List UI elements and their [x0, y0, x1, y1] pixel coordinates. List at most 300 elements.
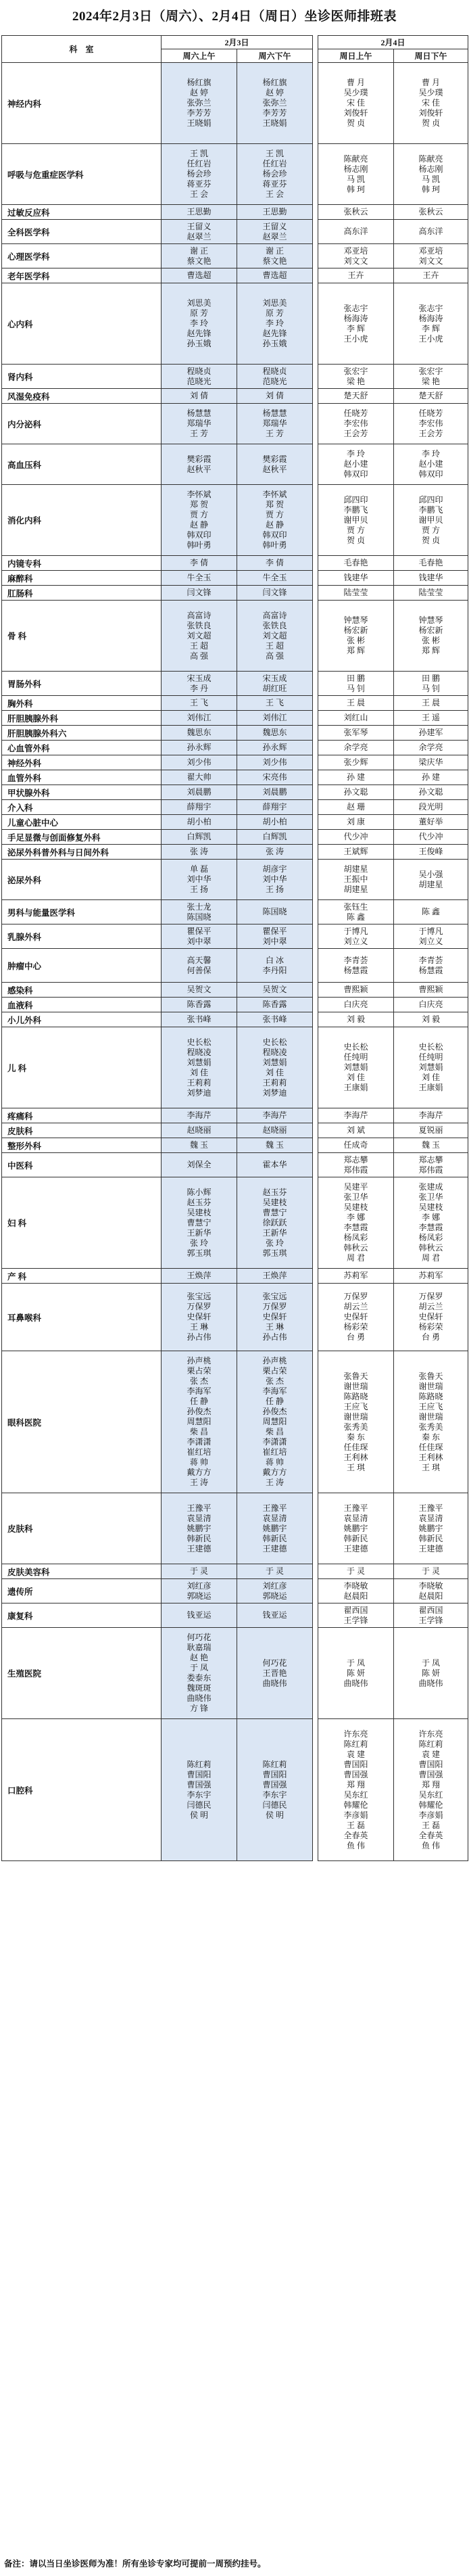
- gap-cell: [313, 845, 318, 860]
- doctor-name: 李海芹: [187, 1110, 212, 1120]
- doctor-name: 袁 建: [347, 1749, 366, 1759]
- sun-pm-cell: [394, 1628, 468, 1719]
- sun-pm-cell: [394, 1351, 468, 1493]
- doctor-name: 张宝远: [187, 1292, 212, 1301]
- sat-pm-cell: [237, 1351, 313, 1493]
- doctor-name: 苏莉军: [343, 1271, 368, 1280]
- sat-am-cell: [162, 1603, 237, 1628]
- doctor-name: 王 会: [266, 189, 285, 199]
- doctor-name: 娄泰东: [187, 1673, 212, 1683]
- doctor-name: 张钰生: [343, 901, 368, 912]
- doctor-name: 于 灵: [189, 1566, 208, 1576]
- doctor-name: 陈红莉: [343, 1739, 368, 1749]
- doctor-name: 陈献亮: [343, 154, 368, 164]
- gap-cell: [313, 63, 318, 144]
- doctor-name: 谢世瑞: [343, 1411, 368, 1422]
- doctor-name: 翟西国: [418, 1605, 443, 1615]
- doctor-name: 王会芳: [343, 429, 368, 438]
- dept-name: 风湿免疫科: [2, 389, 162, 404]
- gap-cell: [313, 404, 318, 444]
- dept-row: [2, 205, 468, 220]
- dept-name: 皮肤科: [2, 1123, 162, 1138]
- doctor-name: 胡建星: [343, 864, 368, 874]
- doctor-name: 宋亮伟: [262, 772, 287, 782]
- sat-pm-cell: [237, 1012, 313, 1027]
- doctor-name: 张秀美: [343, 1422, 368, 1432]
- doctor-name: 曹国阳: [418, 1759, 443, 1769]
- doctor-name: 李彦娟: [418, 1810, 443, 1820]
- doctor-name: 王 超: [189, 640, 208, 651]
- dept-name: 肝胆胰腺外科六: [2, 726, 162, 741]
- sat-am-cell: [162, 144, 237, 205]
- sat-am-cell: [162, 205, 237, 220]
- gap-cell: [313, 900, 318, 924]
- sun-am-cell: [318, 696, 394, 711]
- doctor-name: 孙占伟: [262, 1332, 287, 1342]
- dept-row: [2, 1269, 468, 1284]
- sat-pm-cell: [237, 556, 313, 571]
- gap-cell: [313, 696, 318, 711]
- dept-name: 男科与能量医学科: [2, 900, 162, 924]
- doctor-name: 韩 珂: [422, 184, 441, 194]
- doctor-name: 白辉凯: [187, 832, 212, 841]
- doctor-name: 刘红山: [343, 713, 368, 722]
- doctor-name: 刘晨鹏: [187, 787, 212, 797]
- doctor-name: 高富诗: [187, 610, 212, 620]
- doctor-name: 耿嘉瑞: [187, 1643, 212, 1652]
- doctor-name: 曹选超: [187, 271, 212, 280]
- doctor-name: 梁 艳: [347, 376, 366, 386]
- sun-am-cell: [318, 571, 394, 586]
- dept-row: [2, 860, 468, 900]
- doctor-name: 韩新民: [418, 1533, 443, 1543]
- doctor-name: 张秀美: [418, 1422, 443, 1432]
- doctor-name: 刘立义: [418, 936, 443, 946]
- dept-row: [2, 696, 468, 711]
- doctor-name: 王利林: [343, 1452, 368, 1462]
- sun-pm-cell: [394, 404, 468, 444]
- doctor-name: 韩秋云: [343, 1243, 368, 1252]
- sun-am-cell: [318, 268, 394, 283]
- doctor-name: 史长松: [262, 1037, 287, 1047]
- sat-am-cell: [162, 672, 237, 696]
- doctor-name: 段光明: [418, 802, 443, 812]
- doctor-name: 贾 方: [347, 525, 366, 535]
- sun-am-cell: [318, 1138, 394, 1153]
- doctor-name: 高富诗: [262, 610, 287, 620]
- doctor-name: 万保罗: [187, 1302, 212, 1311]
- sat-am-cell: [162, 1564, 237, 1579]
- sat-am-cell: [162, 485, 237, 556]
- doctor-name: 孙声桃: [187, 1356, 212, 1365]
- dept-name: 耳鼻喉科: [2, 1284, 162, 1351]
- doctor-name: 苏莉军: [418, 1271, 443, 1280]
- gap-cell: [313, 1153, 318, 1177]
- sun-pm-cell: [394, 1269, 468, 1284]
- sun-pm-cell: [394, 1108, 468, 1123]
- sat-pm-cell: [237, 711, 313, 726]
- dept-name: 全科医学科: [2, 220, 162, 244]
- doctor-name: 陈献亮: [418, 154, 443, 164]
- sat-am-cell: [162, 983, 237, 998]
- doctor-name: 方 锋: [189, 1704, 208, 1713]
- sun-am-cell: [318, 711, 394, 726]
- sat-pm-cell: [237, 144, 313, 205]
- sun-am-cell: [318, 1351, 394, 1493]
- doctor-name: 王豫平: [187, 1503, 212, 1513]
- doctor-name: 王小虎: [343, 333, 368, 344]
- sun-pm-cell: [394, 924, 468, 949]
- sat-am-cell: [162, 268, 237, 283]
- sun-pm-cell: [394, 389, 468, 404]
- doctor-name: 王学锋: [343, 1615, 368, 1625]
- doctor-name: 陈国晓: [262, 907, 287, 916]
- doctor-name: 赵先锋: [262, 329, 287, 338]
- doctor-name: 孙 建: [422, 772, 441, 782]
- doctor-name: 李宏伟: [418, 419, 443, 428]
- sun-pm-cell: [394, 696, 468, 711]
- sun-pm-cell: [394, 1177, 468, 1269]
- gap-cell: [313, 1138, 318, 1153]
- doctor-name: 孙 建: [347, 772, 366, 782]
- sat-pm-cell: [237, 755, 313, 770]
- doctor-name: 陈红莉: [262, 1759, 287, 1769]
- gap-cell: [313, 815, 318, 830]
- doctor-name: 任佳琛: [343, 1442, 368, 1452]
- sun-pm-cell: [394, 1719, 468, 1861]
- sun-pm-cell: [394, 1153, 468, 1177]
- doctor-name: 瞿保平: [187, 926, 212, 936]
- doctor-name: 单 磊: [189, 864, 208, 874]
- footer-note: 备注：请以当日坐诊医师为准！所有坐诊专家均可提前一周预约挂号。: [4, 2559, 266, 2569]
- doctor-name: 马 钊: [422, 683, 441, 693]
- sat-pm-cell: [237, 1628, 313, 1719]
- doctor-name: 高 强: [266, 651, 285, 661]
- doctor-name: 钱建华: [418, 573, 443, 582]
- sat-am-cell: [162, 1719, 237, 1861]
- sat-am-cell: [162, 949, 237, 983]
- doctor-name: 张宝远: [262, 1292, 287, 1301]
- doctor-name: 刘慧娟: [262, 1057, 287, 1067]
- doctor-name: 王康娟: [418, 1083, 443, 1092]
- doctor-name: 王 涛: [266, 1478, 285, 1487]
- doctor-name: 曲晓伟: [418, 1678, 443, 1688]
- doctor-name: 刘思美: [262, 298, 287, 308]
- dept-row: [2, 63, 468, 144]
- sun-am-cell: [318, 800, 394, 815]
- gap-cell: [313, 949, 318, 983]
- doctor-name: 韩新民: [343, 1533, 368, 1543]
- sat-pm-cell: [237, 924, 313, 949]
- doctor-name: 何善保: [187, 965, 212, 975]
- doctor-name: 李晓敏: [343, 1580, 368, 1591]
- doctor-name: 郭晓运: [187, 1591, 212, 1601]
- dept-row: [2, 998, 468, 1012]
- doctor-name: 史保轩: [187, 1312, 212, 1321]
- doctor-name: 王应飞: [418, 1401, 443, 1411]
- sat-date-header: 2月3日: [162, 36, 313, 49]
- doctor-name: 闫德民: [187, 1800, 212, 1810]
- doctor-name: 白 冰: [266, 955, 285, 965]
- doctor-name: 赵 静: [266, 520, 285, 530]
- doctor-name: 李 倩: [189, 558, 208, 567]
- doctor-name: 赵小建: [343, 459, 368, 469]
- sat-pm-cell: [237, 860, 313, 900]
- doctor-name: 张弥兰: [262, 98, 287, 108]
- doctor-name: 王建德: [418, 1543, 443, 1553]
- doctor-name: 刘中翠: [262, 936, 287, 946]
- dept-name: 肿瘤中心: [2, 949, 162, 983]
- sun-am-cell: [318, 672, 394, 696]
- doctor-name: 王晓娟: [262, 118, 287, 128]
- doctor-name: 李 丹: [189, 683, 208, 693]
- sun-pm-cell: [394, 1564, 468, 1579]
- gap-cell: [313, 444, 318, 485]
- doctor-name: 曹国阳: [262, 1769, 287, 1779]
- doctor-name: 曹熙颖: [343, 985, 368, 994]
- doctor-name: 赵 珊: [347, 802, 366, 812]
- dept-name: 心内科: [2, 283, 162, 365]
- sat-am-cell: [162, 1153, 237, 1177]
- gap-cell: [313, 924, 318, 949]
- dept-row: [2, 586, 468, 601]
- doctor-name: 程晓贞: [262, 366, 287, 376]
- doctor-name: 程晓贞: [187, 366, 212, 376]
- doctor-name: 刘 倩: [266, 391, 285, 400]
- doctor-name: 钱亚运: [187, 1610, 212, 1620]
- sat-am-cell: [162, 1027, 237, 1108]
- doctor-name: 刘 康: [347, 817, 366, 826]
- doctor-name: 王莉莉: [262, 1077, 287, 1087]
- sun-pm-cell: [394, 1579, 468, 1603]
- doctor-name: 任 静: [189, 1397, 208, 1406]
- gap-cell: [313, 860, 318, 900]
- doctor-name: 代少冲: [343, 832, 368, 841]
- doctor-name: 邓亚培: [418, 245, 443, 256]
- doctor-name: 赵秋平: [187, 464, 212, 474]
- doctor-name: 楚天舒: [418, 391, 443, 400]
- sun-am-cell: [318, 556, 394, 571]
- doctor-name: 代少冲: [418, 832, 443, 841]
- sun-am-cell: [318, 205, 394, 220]
- doctor-name: 杨海涛: [418, 313, 443, 323]
- doctor-name: 翟西国: [343, 1605, 368, 1615]
- doctor-name: 张铁良: [262, 620, 287, 630]
- doctor-name: 曲晓伟: [187, 1693, 212, 1703]
- doctor-name: 许东亮: [418, 1729, 443, 1739]
- doctor-name: 李 娜: [422, 1213, 441, 1222]
- dept-row: [2, 741, 468, 755]
- dept-row: [2, 711, 468, 726]
- sun-am-cell: [318, 1719, 394, 1861]
- sun-am-cell: [318, 1012, 394, 1027]
- doctor-name: 曹熙颖: [418, 985, 443, 994]
- sat-am-cell: [162, 389, 237, 404]
- doctor-name: 胡云兰: [418, 1302, 443, 1311]
- dept-row: [2, 1138, 468, 1153]
- doctor-name: 秦 东: [347, 1432, 366, 1442]
- dept-row: [2, 1719, 468, 1861]
- doctor-name: 郭玉琪: [262, 1248, 287, 1258]
- dept-name: 甲状腺外科: [2, 785, 162, 800]
- doctor-name: 贺 贞: [422, 118, 441, 128]
- doctor-name: 刘俊轩: [418, 108, 443, 118]
- doctor-name: 王新华: [187, 1227, 212, 1238]
- doctor-name: 贾 方: [266, 510, 285, 519]
- gap-cell: [313, 741, 318, 755]
- doctor-name: 郑瑞华: [187, 419, 212, 428]
- dept-name: 过敏反应科: [2, 205, 162, 220]
- doctor-name: 韩新民: [262, 1533, 287, 1543]
- doctor-name: 侯 明: [266, 1810, 285, 1820]
- doctor-name: 王应飞: [343, 1401, 368, 1411]
- gap-cell: [313, 830, 318, 845]
- sun-pm-cell: [394, 444, 468, 485]
- doctor-name: 史长松: [187, 1037, 212, 1047]
- doctor-name: 吴东红: [418, 1789, 443, 1800]
- doctor-name: 孙永辉: [262, 743, 287, 752]
- doctor-name: 刘慧娟: [343, 1062, 368, 1072]
- doctor-name: 陈 鑫: [422, 907, 441, 916]
- doctor-name: 杨慧慧: [262, 408, 287, 418]
- schedule-table: [1, 35, 468, 1861]
- sat-am-cell: [162, 601, 237, 672]
- doctor-name: 任纯明: [343, 1052, 368, 1062]
- sat-pm-cell: [237, 1719, 313, 1861]
- sat-am-cell: [162, 63, 237, 144]
- gap-cell: [313, 1351, 318, 1493]
- sun-am-cell: [318, 244, 394, 268]
- dept-name: 康复科: [2, 1603, 162, 1628]
- doctor-name: 赵晨阳: [418, 1591, 443, 1601]
- doctor-name: 刘 佳: [422, 1073, 441, 1082]
- sun-am-cell: [318, 601, 394, 672]
- doctor-name: 韩双印: [343, 469, 368, 479]
- doctor-name: 薛翔宇: [187, 802, 212, 812]
- doctor-name: 周 君: [422, 1253, 441, 1263]
- doctor-name: 孙玉娥: [187, 339, 212, 348]
- sat-pm-cell: [237, 1579, 313, 1603]
- gap-cell: [313, 1123, 318, 1138]
- doctor-name: 郑志攀: [343, 1154, 368, 1165]
- sun-am-cell: [318, 1177, 394, 1269]
- dept-row: [2, 815, 468, 830]
- dept-name: 血液科: [2, 998, 162, 1012]
- doctor-name: 张弥兰: [187, 98, 212, 108]
- doctor-name: 曹慧宁: [262, 1207, 287, 1217]
- dept-name: 生殖医院: [2, 1628, 162, 1719]
- doctor-name: 刘中华: [187, 874, 212, 884]
- sat-pm-cell: [237, 1284, 313, 1351]
- doctor-name: 史长松: [418, 1042, 443, 1052]
- doctor-name: 张 玲: [266, 1238, 285, 1248]
- doctor-name: 于 凤: [347, 1658, 366, 1668]
- doctor-name: 范晓光: [187, 376, 212, 386]
- doctor-name: 曲晓伟: [262, 1678, 287, 1688]
- doctor-name: 赵秋平: [262, 464, 287, 474]
- sun-pm-cell: [394, 770, 468, 785]
- doctor-name: 曹 月: [347, 78, 366, 87]
- sun-pm-cell: [394, 365, 468, 389]
- doctor-name: 刘慧娟: [187, 1057, 212, 1067]
- sun-am-cell: [318, 144, 394, 205]
- doctor-name: 魏 玉: [189, 1140, 208, 1150]
- sun-am-cell: [318, 1603, 394, 1628]
- sat-am-cell: [162, 800, 237, 815]
- doctor-name: 邱四印: [343, 494, 368, 505]
- dept-row: [2, 785, 468, 800]
- doctor-name: 赵晓丽: [262, 1125, 287, 1135]
- doctor-name: 王 扬: [189, 885, 208, 894]
- gap-cell: [313, 485, 318, 556]
- sat-pm-cell: [237, 586, 313, 601]
- doctor-name: 王 琳: [266, 1322, 285, 1332]
- sun-pm-cell: [394, 571, 468, 586]
- doctor-name: 樊彩霞: [187, 454, 212, 464]
- doctor-name: 杨红旗: [262, 78, 287, 87]
- sun-pm-cell: [394, 830, 468, 845]
- doctor-name: 杨宏新: [418, 626, 443, 635]
- doctor-name: 郑志攀: [418, 1154, 443, 1165]
- dept-name: 中医科: [2, 1153, 162, 1177]
- doctor-name: 张 彬: [347, 636, 366, 645]
- dept-row: [2, 144, 468, 205]
- doctor-name: 李 倩: [266, 558, 285, 567]
- doctor-name: 贺 贞: [347, 118, 366, 128]
- doctor-name: 张志宇: [418, 303, 443, 313]
- dept-row: [2, 1351, 468, 1493]
- sat-pm-cell: [237, 696, 313, 711]
- doctor-name: 张卫华: [343, 1192, 368, 1202]
- doctor-name: 孙建军: [418, 728, 443, 737]
- doctor-name: 杨凤彩: [418, 1233, 443, 1242]
- gap-cell: [313, 389, 318, 404]
- sun-pm-cell: [394, 983, 468, 998]
- sun-am-cell: [318, 845, 394, 860]
- sun-am-cell: [318, 1269, 394, 1284]
- dept-name: 手足显微与创面修复外科: [2, 830, 162, 845]
- sun-pm-cell: [394, 785, 468, 800]
- doctor-name: 田 鹏: [422, 673, 441, 683]
- sun-pm-cell: [394, 556, 468, 571]
- dept-row: [2, 1564, 468, 1579]
- dept-row: [2, 726, 468, 741]
- gap-cell: [313, 998, 318, 1012]
- sun-pm-cell: [394, 860, 468, 900]
- doctor-name: 王 涛: [189, 1478, 208, 1487]
- doctor-name: 栗占荣: [187, 1366, 212, 1376]
- sat-am-cell: [162, 1138, 237, 1153]
- dept-row: [2, 1177, 468, 1269]
- doctor-name: 万保罗: [262, 1302, 287, 1311]
- sun-am-cell: [318, 785, 394, 800]
- doctor-name: 刘立义: [343, 936, 368, 946]
- doctor-name: 李芳芳: [187, 108, 212, 118]
- gap-cell: [313, 220, 318, 244]
- doctor-name: 刘梦迪: [187, 1087, 212, 1098]
- dept-name: 神经内科: [2, 63, 162, 144]
- doctor-name: 韩双印: [418, 469, 443, 479]
- gap-cell: [313, 36, 318, 63]
- sun-pm-cell: [394, 1493, 468, 1564]
- gap-cell: [313, 726, 318, 741]
- doctor-name: 余学亮: [418, 743, 443, 752]
- doctor-name: 袁显清: [187, 1513, 212, 1523]
- dept-row: [2, 283, 468, 365]
- dept-name: 肝胆胰腺外科: [2, 711, 162, 726]
- doctor-name: 韩叶勇: [262, 540, 287, 550]
- sun-pm-cell: [394, 800, 468, 815]
